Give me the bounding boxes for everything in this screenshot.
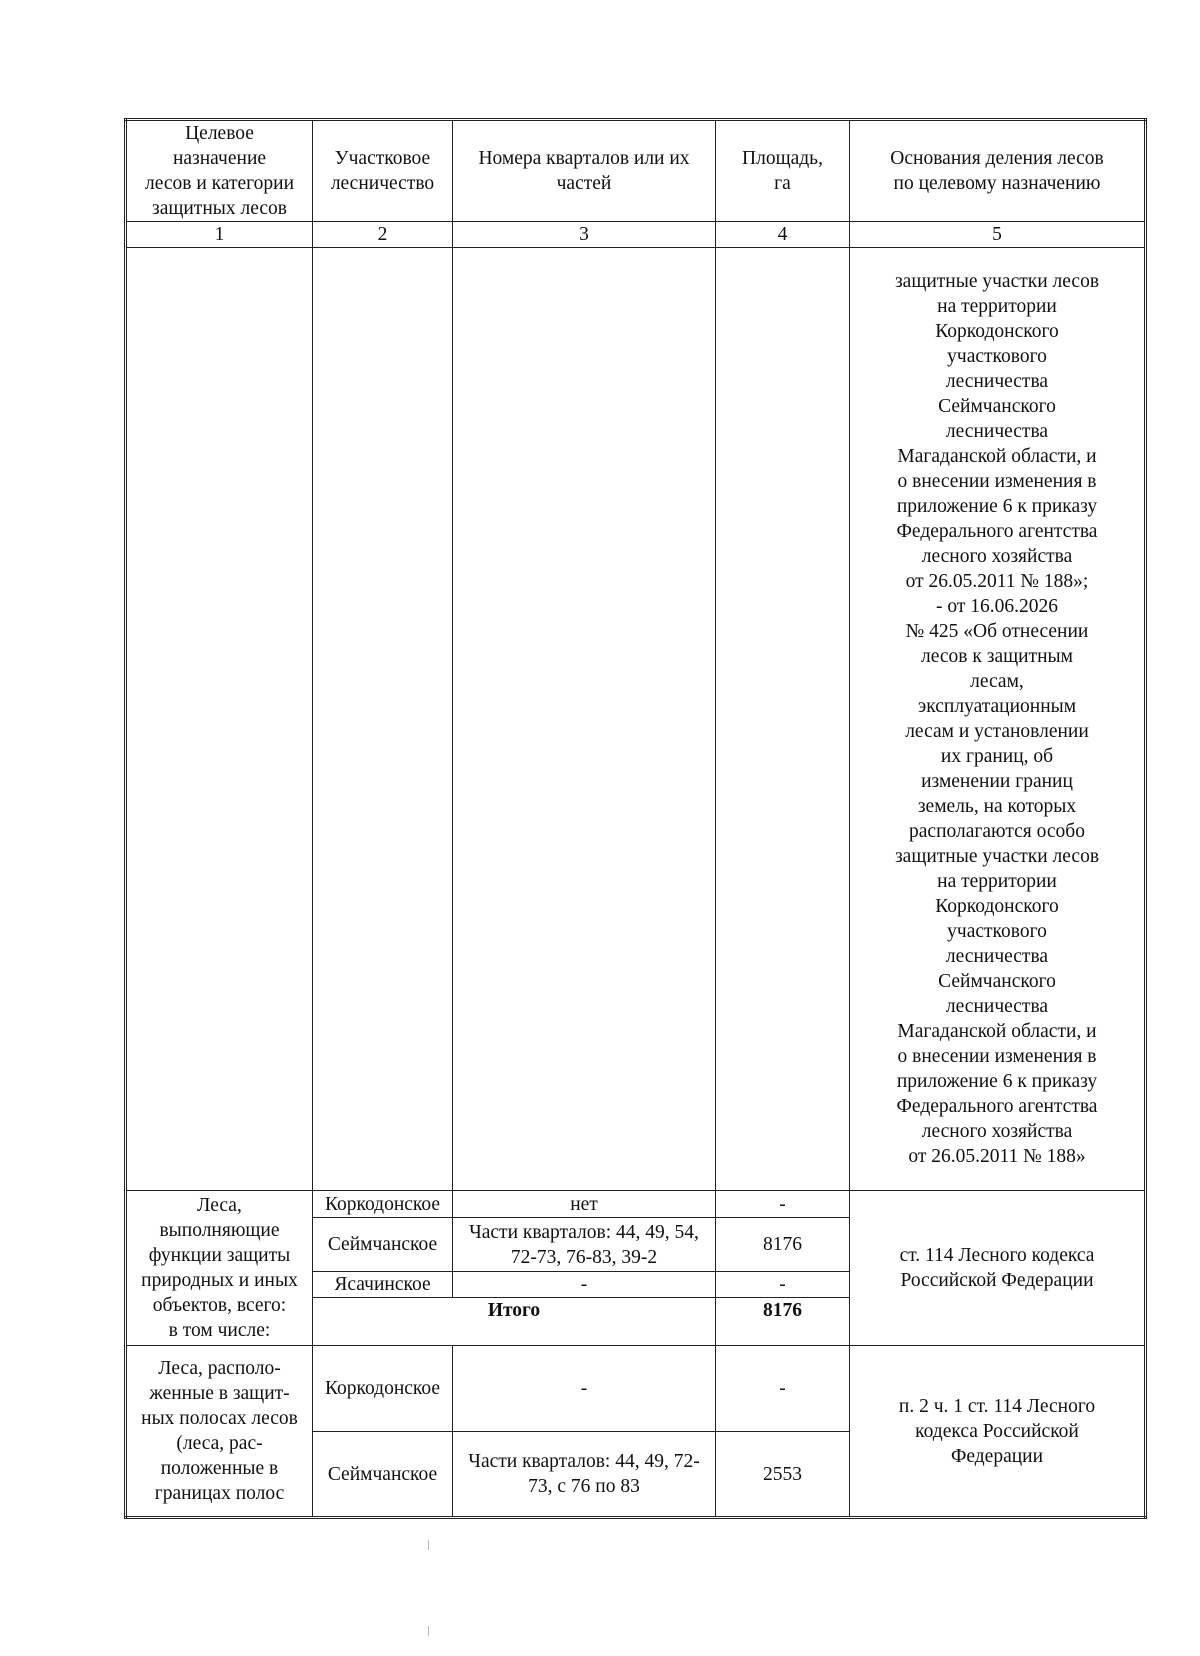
empty-cell xyxy=(716,248,850,1191)
forestry-cell: Коркодонское xyxy=(313,1346,453,1432)
quarters-cell: - xyxy=(453,1272,716,1298)
column-number: 4 xyxy=(716,222,850,248)
forestry-cell: Ясачинское xyxy=(313,1272,453,1298)
quarters-cell: - xyxy=(453,1346,716,1432)
header-area: Площадь, га xyxy=(716,120,850,222)
header-row xyxy=(126,120,1146,222)
forestry-cell: Сеймчанское xyxy=(313,1218,453,1272)
category-cell: Леса, выполняющие функции защиты природных и иных объектов, всего: в том числе: xyxy=(126,1191,313,1346)
column-number-row xyxy=(126,222,1146,248)
scan-mark xyxy=(428,1626,429,1636)
table-row xyxy=(126,1346,1146,1432)
column-number: 5 xyxy=(850,222,1146,248)
basis-continuation-text: защитные участки лесов на территории Коркодонского участкового лесничества Сеймчанского лесничества Магаданской области, и о внесении изменения в приложение 6 к приказу Федерального агентства лесного хозяйства от 26.05.2011 № 188»; - от 16.06.2026 № 425 «Об отнесении лесов к защитным лесам, эксплуатационным лесам и установлении их границ, об изменении границ земель, на которых располагаются особо защитные участки лесов на территории Коркодонского участкового лесничества Сеймчанского лесничества Магаданской области, и о внесении изменения в приложение 6 к приказу Федерального агентства лесного хозяйства от 26.05.2011 № 188» xyxy=(850,248,1146,1191)
area-cell: - xyxy=(716,1191,850,1218)
area-cell: 2553 xyxy=(716,1432,850,1518)
forestry-cell: Коркодонское xyxy=(313,1191,453,1218)
quarters-cell: Части кварталов: 44, 49, 54, 72-73, 76-83, 39-2 xyxy=(453,1218,716,1272)
forestry-cell: Сеймчанское xyxy=(313,1432,453,1518)
category-cell: Леса, располо- женные в защит- ных полосах лесов (леса, рас- положенные в границах полос xyxy=(126,1346,313,1518)
quarters-cell: нет xyxy=(453,1191,716,1218)
column-number: 1 xyxy=(126,222,313,248)
area-cell: - xyxy=(716,1346,850,1432)
forest-purpose-table xyxy=(124,118,1147,1519)
empty-cell xyxy=(453,248,716,1191)
basis-cell: п. 2 ч. 1 ст. 114 Лесного кодекса Российской Федерации xyxy=(850,1346,1146,1518)
header-forestry: Участковое лесничество xyxy=(313,120,453,222)
header-purpose: Целевое назначение лесов и категории защитных лесов xyxy=(126,120,313,222)
area-cell: - xyxy=(716,1272,850,1298)
empty-cell xyxy=(313,248,453,1191)
total-label: Итого xyxy=(313,1298,716,1346)
column-number: 3 xyxy=(453,222,716,248)
total-area: 8176 xyxy=(716,1298,850,1346)
quarters-cell: Части кварталов: 44, 49, 72- 73, с 76 по 83 xyxy=(453,1432,716,1518)
area-cell: 8176 xyxy=(716,1218,850,1272)
continuation-row xyxy=(126,248,1146,1191)
header-basis: Основания деления лесов по целевому назначению xyxy=(850,120,1146,222)
basis-cell: ст. 114 Лесного кодекса Российской Федерации xyxy=(850,1191,1146,1346)
header-quarters: Номера кварталов или их частей xyxy=(453,120,716,222)
scan-mark xyxy=(428,1540,429,1550)
table-row xyxy=(126,1191,1146,1218)
column-number: 2 xyxy=(313,222,453,248)
empty-cell xyxy=(126,248,313,1191)
